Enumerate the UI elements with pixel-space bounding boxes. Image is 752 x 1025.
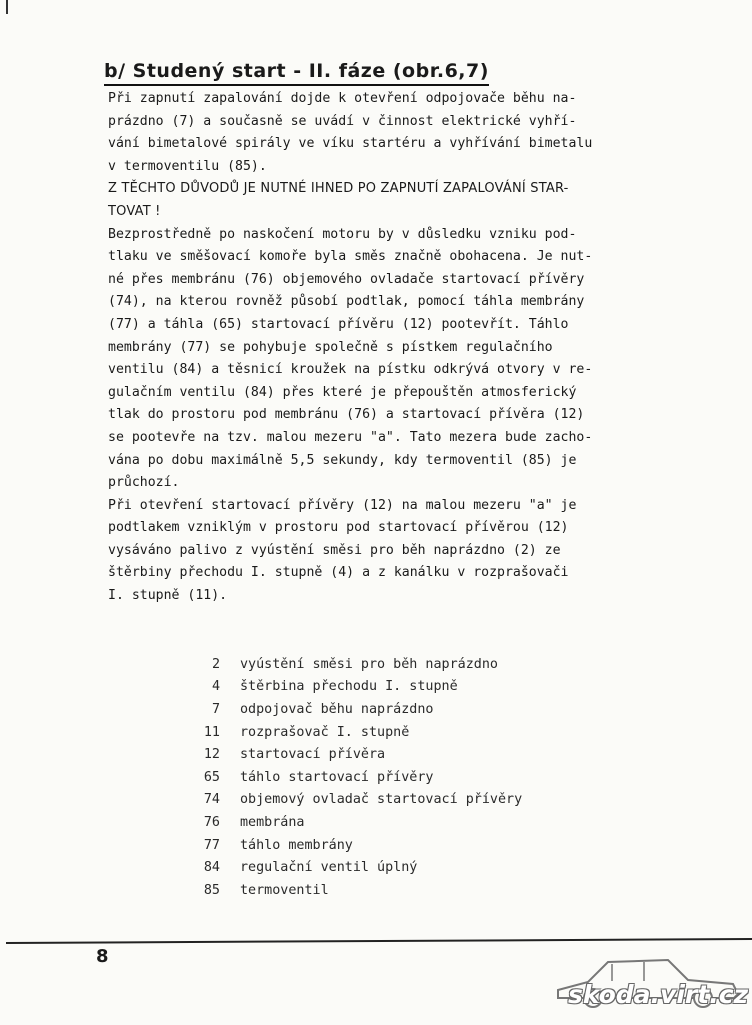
body-line: ventilu (84) a těsnicí kroužek na pístku odkrývá otvory v re- xyxy=(108,362,593,378)
body-line: tlaku ve směšovací komoře byla směs značně obohacena. Je nut- xyxy=(108,249,593,265)
body-line: né přes membránu (76) objemového ovladače startovací přívěry xyxy=(108,271,585,287)
legend-row xyxy=(190,653,522,676)
legend-number: 7 xyxy=(211,701,220,717)
legend-row xyxy=(190,721,522,744)
legend-number: 85 xyxy=(203,882,220,898)
body-line: (74), na kterou rovněž působí podtlak, pomocí táhla membrány xyxy=(108,294,585,310)
warning-line: TOVAT ! xyxy=(108,203,161,219)
legend-label: regulační ventil úplný xyxy=(240,860,418,876)
legend-row xyxy=(190,698,522,721)
legend-number: 77 xyxy=(203,837,220,853)
legend-label: štěrbina přechodu I. stupně xyxy=(240,679,458,695)
legend-number: 12 xyxy=(203,747,220,763)
legend-number: 76 xyxy=(203,814,220,830)
body-text xyxy=(108,88,688,608)
footer-rule xyxy=(6,938,752,944)
legend-row xyxy=(190,856,522,879)
legend-label: rozprašovač I. stupně xyxy=(240,724,410,740)
legend-label: vyústění směsi pro běh naprázdno xyxy=(240,656,498,672)
body-line: prázdno (7) a současně se uvádí v činnost elektrické vyhří- xyxy=(108,113,577,129)
body-line: Bezprostředně po naskočení motoru by v důsledku vzniku pod- xyxy=(108,226,577,242)
legend-label: odpojovač běhu naprázdno xyxy=(240,701,434,717)
body-line: štěrbiny přechodu I. stupně (4) a z kanálku v rozprašovači xyxy=(108,565,569,581)
body-line: membrány (77) se pohybuje společně s pístkem regulačního xyxy=(108,339,553,355)
parts-legend xyxy=(190,653,522,902)
section-heading: b/ Studený start - II. fáze (obr.6,7) xyxy=(104,60,489,86)
body-line: vysáváno palivo z vyústění směsi pro běh naprázdno (2) ze xyxy=(108,542,561,558)
legend-row xyxy=(190,834,522,857)
legend-number: 74 xyxy=(203,792,220,808)
legend-number: 2 xyxy=(211,656,220,672)
legend-label: táhlo membrány xyxy=(240,837,353,853)
body-line: Při zapnutí zapalování dojde k otevření odpojovače běhu na- xyxy=(108,91,577,106)
body-line: průchozí. xyxy=(108,475,180,491)
legend-number: 4 xyxy=(211,679,220,695)
legend-label: startovací přívěra xyxy=(240,747,386,763)
body-line: I. stupně (11). xyxy=(108,588,228,604)
body-line: podtlakem vzniklým v prostoru pod startovací přívěrou (12) xyxy=(108,520,569,536)
watermark-logo xyxy=(548,950,748,1020)
body-line: se pootevře na tzv. malou mezeru "a". Tato mezera bude zacho- xyxy=(108,429,593,445)
legend-label: objemový ovladač startovací přívěry xyxy=(240,792,523,808)
legend-label: táhlo startovací přívěry xyxy=(240,769,434,785)
legend-label: termoventil xyxy=(240,882,329,898)
body-line: vání bimetalové spirály ve víku startéru a vyhřívání bimetalu xyxy=(108,136,593,152)
legend-number: 65 xyxy=(203,769,220,785)
body-line: gulačním ventilu (84) přes které je přepouštěn atmosferický xyxy=(108,384,577,400)
scan-edge-mark xyxy=(6,0,8,14)
legend-number: 84 xyxy=(203,860,220,876)
legend-row xyxy=(190,811,522,834)
legend-row xyxy=(190,789,522,812)
warning-line: Z TĚCHTO DŮVODŮ JE NUTNÉ IHNED PO ZAPNUTÍ ZAPALOVÁNÍ STAR- xyxy=(108,181,569,197)
page-number: 8 xyxy=(96,946,109,967)
legend-row xyxy=(190,879,522,902)
legend-number: 11 xyxy=(203,724,220,740)
legend-row xyxy=(190,766,522,789)
legend-row xyxy=(190,743,522,766)
legend-row xyxy=(190,676,522,699)
body-line: v termoventilu (85). xyxy=(108,158,267,174)
legend-label: membrána xyxy=(240,814,305,830)
watermark-text: skoda.virt.cz xyxy=(568,980,749,1009)
body-line: vána po dobu maximálně 5,5 sekundy, kdy termoventil (85) je xyxy=(108,452,577,468)
body-line: tlak do prostoru pod membránu (76) a startovací přívěra (12) xyxy=(108,407,585,423)
body-line: Při otevření startovací přívěry (12) na malou mezeru "a" je xyxy=(108,497,577,513)
body-line: (77) a táhla (65) startovací přívěru (12) pootevřít. Táhlo xyxy=(108,316,569,332)
